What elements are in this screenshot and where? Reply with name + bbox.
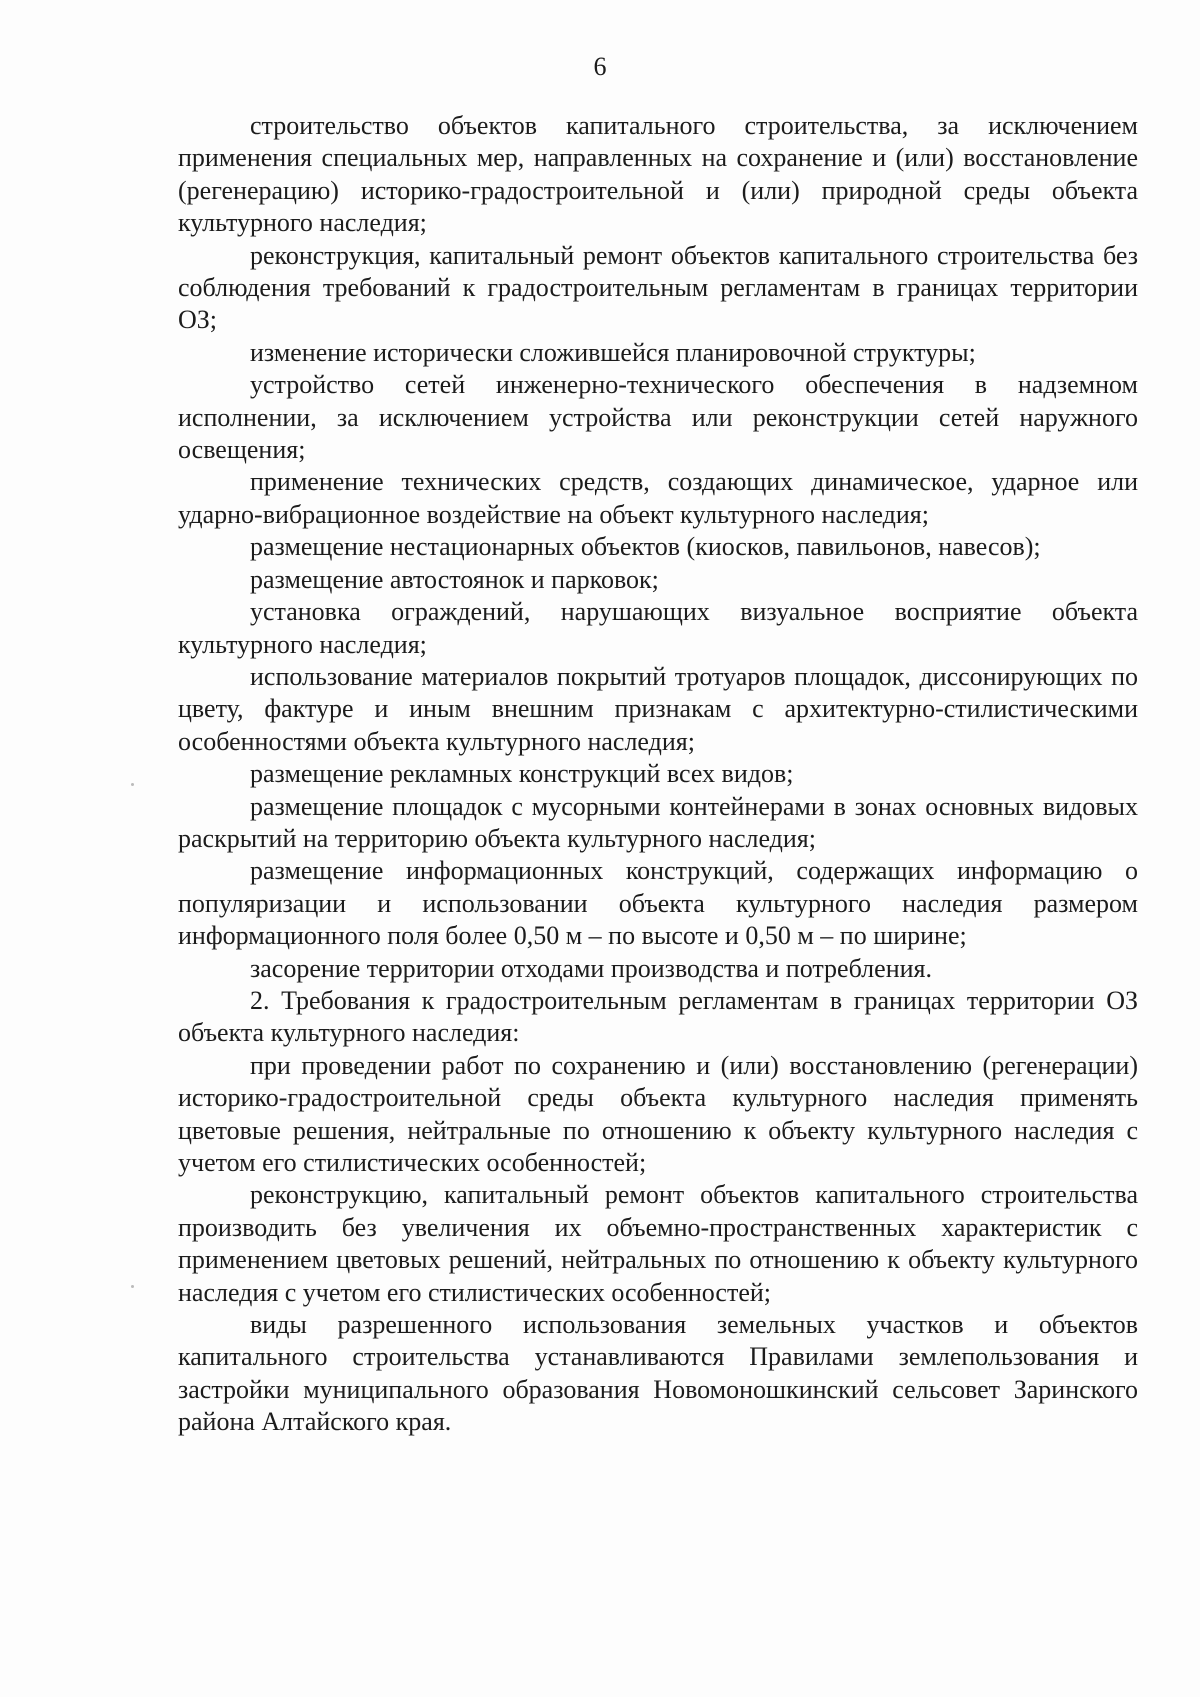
paragraph: применение технических средств, создающих динамическое, ударное или ударно-вибрационное воздействие на объект культурного наследия;	[178, 467, 1138, 529]
paragraph: установка ограждений, нарушающих визуальное восприятие объекта культурного наследия;	[178, 597, 1138, 659]
scan-mark	[131, 1285, 134, 1288]
page-number: 6	[593, 52, 607, 81]
paragraph: размещение информационных конструкций, содержащих информацию о популяризации и использовании объекта культурного наследия размером информационного поля более 0,50 м – по высоте и 0,50 м – по ширине;	[178, 856, 1138, 951]
paragraph: засорение территории отходами производства и потребления.	[250, 953, 932, 983]
paragraph: размещение нестационарных объектов (киосков, павильонов, навесов);	[250, 532, 1041, 562]
paragraph: 2. Требования к градостроительным регламентам в границах территории ОЗ объекта культурного наследия:	[178, 985, 1138, 1048]
paragraph: устройство сетей инженерно-технического обеспечения в надземном исполнении, за исключением устройства или реконструкции сетей наружного освещения;	[178, 370, 1138, 465]
paragraph: размещение площадок с мусорными контейнерами в зонах основных видовых раскрытий на территорию объекта культурного наследия;	[178, 791, 1138, 853]
paragraph: изменение исторически сложившейся планировочной структуры;	[250, 337, 976, 367]
paragraph: реконструкция, капитальный ремонт объектов капитального строительства без соблюдения требований к градостроительным регламентам в границах территории ОЗ;	[178, 240, 1138, 335]
paragraph: строительство объектов капитального строительства, за исключением применения специальных мер, направленных на сохранение и (или) восстановление (регенерацию) историко-градостроительной и (или) природной среды объекта культурного наследия;	[178, 111, 1138, 238]
paragraph: при проведении работ по сохранению и (или) восстановлению (регенерации) историко-градостроительной среды объекта культурного наследия применять цветовые решения, нейтральные по отношению к объекту культурного наследия с учетом его стилистических особенностей;	[178, 1050, 1138, 1177]
scan-mark	[131, 783, 134, 786]
paragraph: размещение рекламных конструкций всех видов;	[250, 759, 794, 789]
paragraph: виды разрешенного использования земельных участков и объектов капитального строительства устанавливаются Правилами землепользования и застройки муниципального образования Новомоношкинский сельсовет Заринского района Алтайского края.	[178, 1310, 1138, 1437]
paragraph: использование материалов покрытий тротуаров площадок, диссонирующих по цвету, фактуре и иным внешним признакам с архитектурно-стилистическими особенностями объекта культурного наследия;	[178, 661, 1138, 756]
paragraph: размещение автостоянок и парковок;	[250, 564, 659, 594]
document-body	[178, 110, 1138, 1439]
paragraph: реконструкцию, капитальный ремонт объектов капитального строительства производить без увеличения их объемно-пространственных характеристик с применением цветовых решений, нейтральных по отношению к объекту культурного наследия с учетом его стилистических особенностей;	[178, 1180, 1138, 1307]
